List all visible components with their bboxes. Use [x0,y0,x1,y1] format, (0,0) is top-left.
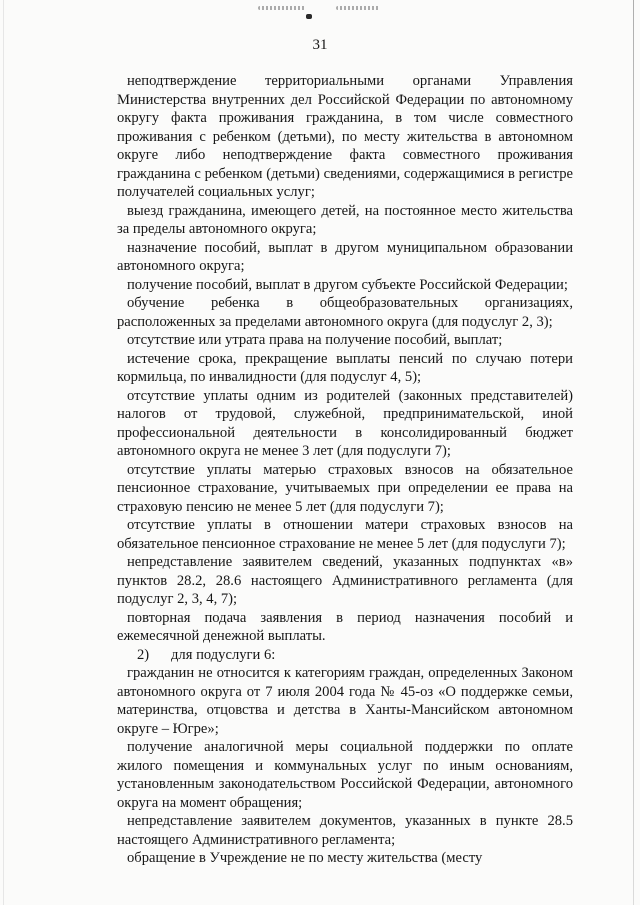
page-number: 31 [312,37,328,53]
paragraph: обучение ребенка в общеобразовательных организациях, расположенных за пределами автономного округа (для подуслуг 2, 3); [117,295,573,330]
paragraph: отсутствие или утрата права на получение пособий, выплат; [127,332,503,348]
paragraph: непредставление заявителем сведений, указанных подпунктах «в» пунктов 28.2, 28.6 настоящего Административного регламента (для подуслуг 2, 3, 4, 7); [117,554,573,607]
paragraph: истечение срока, прекращение выплаты пенсий по случаю потери кормильца, по инвалидности (для подуслуг 4, 5); [117,350,573,385]
paragraph: гражданин не относится к категориям граждан, определенных Законом автономного округа от 7 июля 2004 года № 45-оз «О поддержке семьи, материнства, отцовства и детства в Ханты-Мансийском автономном округе – Югре»; [117,665,573,737]
scan-edge-right [633,0,634,905]
list-item-2 [117,646,573,665]
scan-edge-left [3,0,4,905]
scan-artifact-right [336,6,380,10]
paragraph: отсутствие уплаты матерью страховых взносов на обязательное пенсионное страхование, учитываемых при определении ее права на страховую пенсию не менее 5 лет (для подуслуги 7); [117,461,573,515]
paragraph: непредставление заявителем документов, указанных в пункте 28.5 настоящего Административного регламента; [117,813,573,848]
list-item-text: для подуслуги 6: [171,646,276,663]
body-text [117,72,573,868]
scan-artifact-left [258,6,306,10]
list-item-number: 2) [137,646,150,663]
paragraph: получение пособий, выплат в другом субъекте Российской Федерации; [127,276,568,293]
paragraph: отсутствие уплаты одним из родителей (законных представителей) налогов от трудовой, служебной, предпринимательской, иной профессиональной деятельности в консолидированный бюджет автономного округа не менее 3 лет (для подуслуги 7); [117,387,573,459]
paragraph: неподтверждение территориальными органами Управления Министерства внутренних дел Российской Федерации по автономному округу факта проживания гражданина, в том числе совместного проживания с ребенком (детьми), по месту жительства в автономном округе либо неподтверждение факта совместного проживания гражданина с ребенком (детьми) сведениями, содержащимися в регистре получателей социальных услуг; [117,73,573,200]
paragraph: выезд гражданина, имеющего детей, на постоянное место жительства за пределы автономного округа; [117,202,573,237]
scan-artifact-dot [306,14,312,19]
paragraph: обращение в Учреждение не по месту жительства (месту [127,850,483,866]
paragraph: повторная подача заявления в период назначения пособий и ежемесячной денежной выплаты. [117,609,573,644]
paragraph: получение аналогичной меры социальной поддержки по оплате жилого помещения и коммунальных услуг по иным основаниям, установленным законодательством Российской Федерации, автономного округа на момент обращения; [117,739,573,811]
paragraph: назначение пособий, выплат в другом муниципальном образовании автономного округа; [117,239,573,274]
paragraph: отсутствие уплаты в отношении матери страховых взносов на обязательное пенсионное страхование не менее 5 лет (для подуслуги 7); [117,517,573,552]
